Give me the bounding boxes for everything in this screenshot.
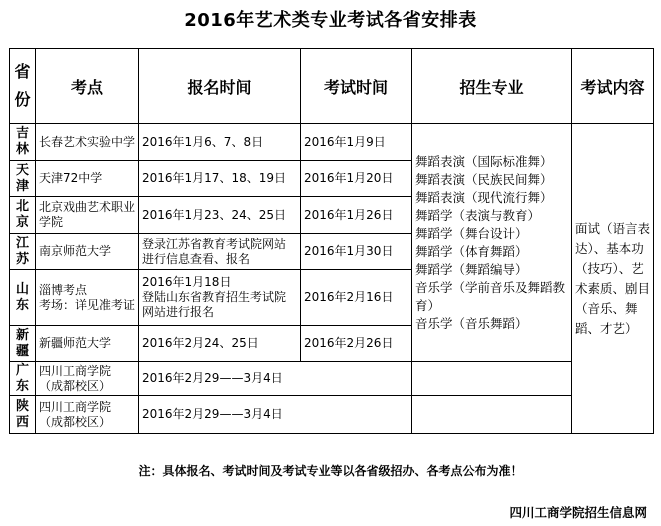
site-cell: 南京师范大学 — [36, 234, 139, 270]
exam-cell: 2016年1月30日 — [301, 234, 412, 270]
site-line: （成都校区） — [39, 378, 112, 393]
site-cell — [36, 362, 139, 396]
exam-cell: 2016年1月26日 — [301, 197, 412, 234]
registration-cell: 2016年2月24、25日 — [139, 326, 301, 362]
registration-cell: 2016年1月23、24、25日 — [139, 197, 301, 234]
site-cell — [36, 396, 139, 434]
major-item: 音乐学（学前音乐及舞蹈教育） — [415, 279, 566, 313]
registration-cell: 2016年1月6、7、8日 — [139, 124, 301, 161]
footer-source: 四川工商学院招生信息网 — [509, 505, 647, 520]
exam-cell: 2016年1月20日 — [301, 161, 412, 197]
table-row — [10, 396, 654, 434]
site-cell: 新疆师范大学 — [36, 326, 139, 362]
combined-time-cell: 2016年2月29——3月4日 — [139, 362, 412, 396]
table-row — [10, 124, 654, 161]
major-item: 舞蹈表演（国际标准舞） — [415, 153, 553, 169]
site-cell: 长春艺术实验中学 — [36, 124, 139, 161]
empty-majors-cell — [412, 362, 572, 396]
major-item: 舞蹈表演（现代流行舞） — [415, 189, 553, 205]
page-title: 2016年艺术类专业考试各省安排表 — [184, 10, 477, 31]
header-registration: 报名时间 — [139, 49, 301, 124]
province-cell: 山东 — [10, 270, 36, 326]
exam-content-cell: 面试（语言表达）、基本功（技巧）、艺术素质、剧目（音乐、舞蹈、才艺） — [572, 124, 654, 434]
province-cell: 陕西 — [10, 396, 36, 434]
site-line: 考场：详见准考证 — [39, 297, 136, 312]
header-majors: 招生专业 — [412, 49, 572, 124]
registration-cell: 2016年1月17、18、19日 — [139, 161, 301, 197]
site-cell: 北京戏曲艺术职业学院 — [36, 197, 139, 234]
exam-cell: 2016年2月16日 — [301, 270, 412, 326]
major-item: 舞蹈学（表演与教育） — [415, 207, 541, 223]
site-line: 四川工商学院 — [39, 399, 112, 414]
header-exam: 考试时间 — [301, 49, 412, 124]
registration-cell — [139, 270, 301, 326]
registration-cell: 登录江苏省教育考试院网站进行信息查看、报名 — [139, 234, 301, 270]
registration-line: 2016年1月18日 — [142, 275, 232, 289]
registration-line: 登陆山东省教育招生考试院网站进行报名 — [142, 290, 287, 319]
majors-cell — [412, 124, 572, 362]
table-row — [10, 362, 654, 396]
major-item: 舞蹈学（体育舞蹈） — [415, 243, 528, 259]
site-cell: 天津72中学 — [36, 161, 139, 197]
footnote: 注：具体报名、考试时间及考试专业等以各省级招办、各考点公布为准！ — [138, 464, 523, 478]
major-item: 音乐学（音乐舞蹈） — [415, 315, 528, 331]
major-item: 舞蹈学（舞台设计） — [415, 225, 528, 241]
site-line: 四川工商学院 — [39, 363, 112, 378]
header-content: 考试内容 — [572, 49, 654, 124]
header-site: 考点 — [36, 49, 139, 124]
header-province: 省份 — [10, 49, 36, 124]
site-cell — [36, 270, 139, 326]
exam-cell: 2016年2月26日 — [301, 326, 412, 362]
province-cell: 江苏 — [10, 234, 36, 270]
combined-time-cell: 2016年2月29——3月4日 — [139, 396, 412, 434]
province-cell: 天津 — [10, 161, 36, 197]
table-header-row — [10, 49, 654, 124]
empty-majors-cell — [412, 396, 572, 434]
province-cell: 广东 — [10, 362, 36, 396]
exam-cell: 2016年1月9日 — [301, 124, 412, 161]
province-cell: 北京 — [10, 197, 36, 234]
site-line: 淄博考点 — [39, 282, 88, 297]
site-line: （成都校区） — [39, 414, 112, 429]
major-item: 舞蹈表演（民族民间舞） — [415, 171, 553, 187]
major-item: 舞蹈学（舞蹈编导） — [415, 261, 528, 277]
schedule-table — [9, 48, 654, 434]
province-cell: 新疆 — [10, 326, 36, 362]
province-cell: 吉林 — [10, 124, 36, 161]
